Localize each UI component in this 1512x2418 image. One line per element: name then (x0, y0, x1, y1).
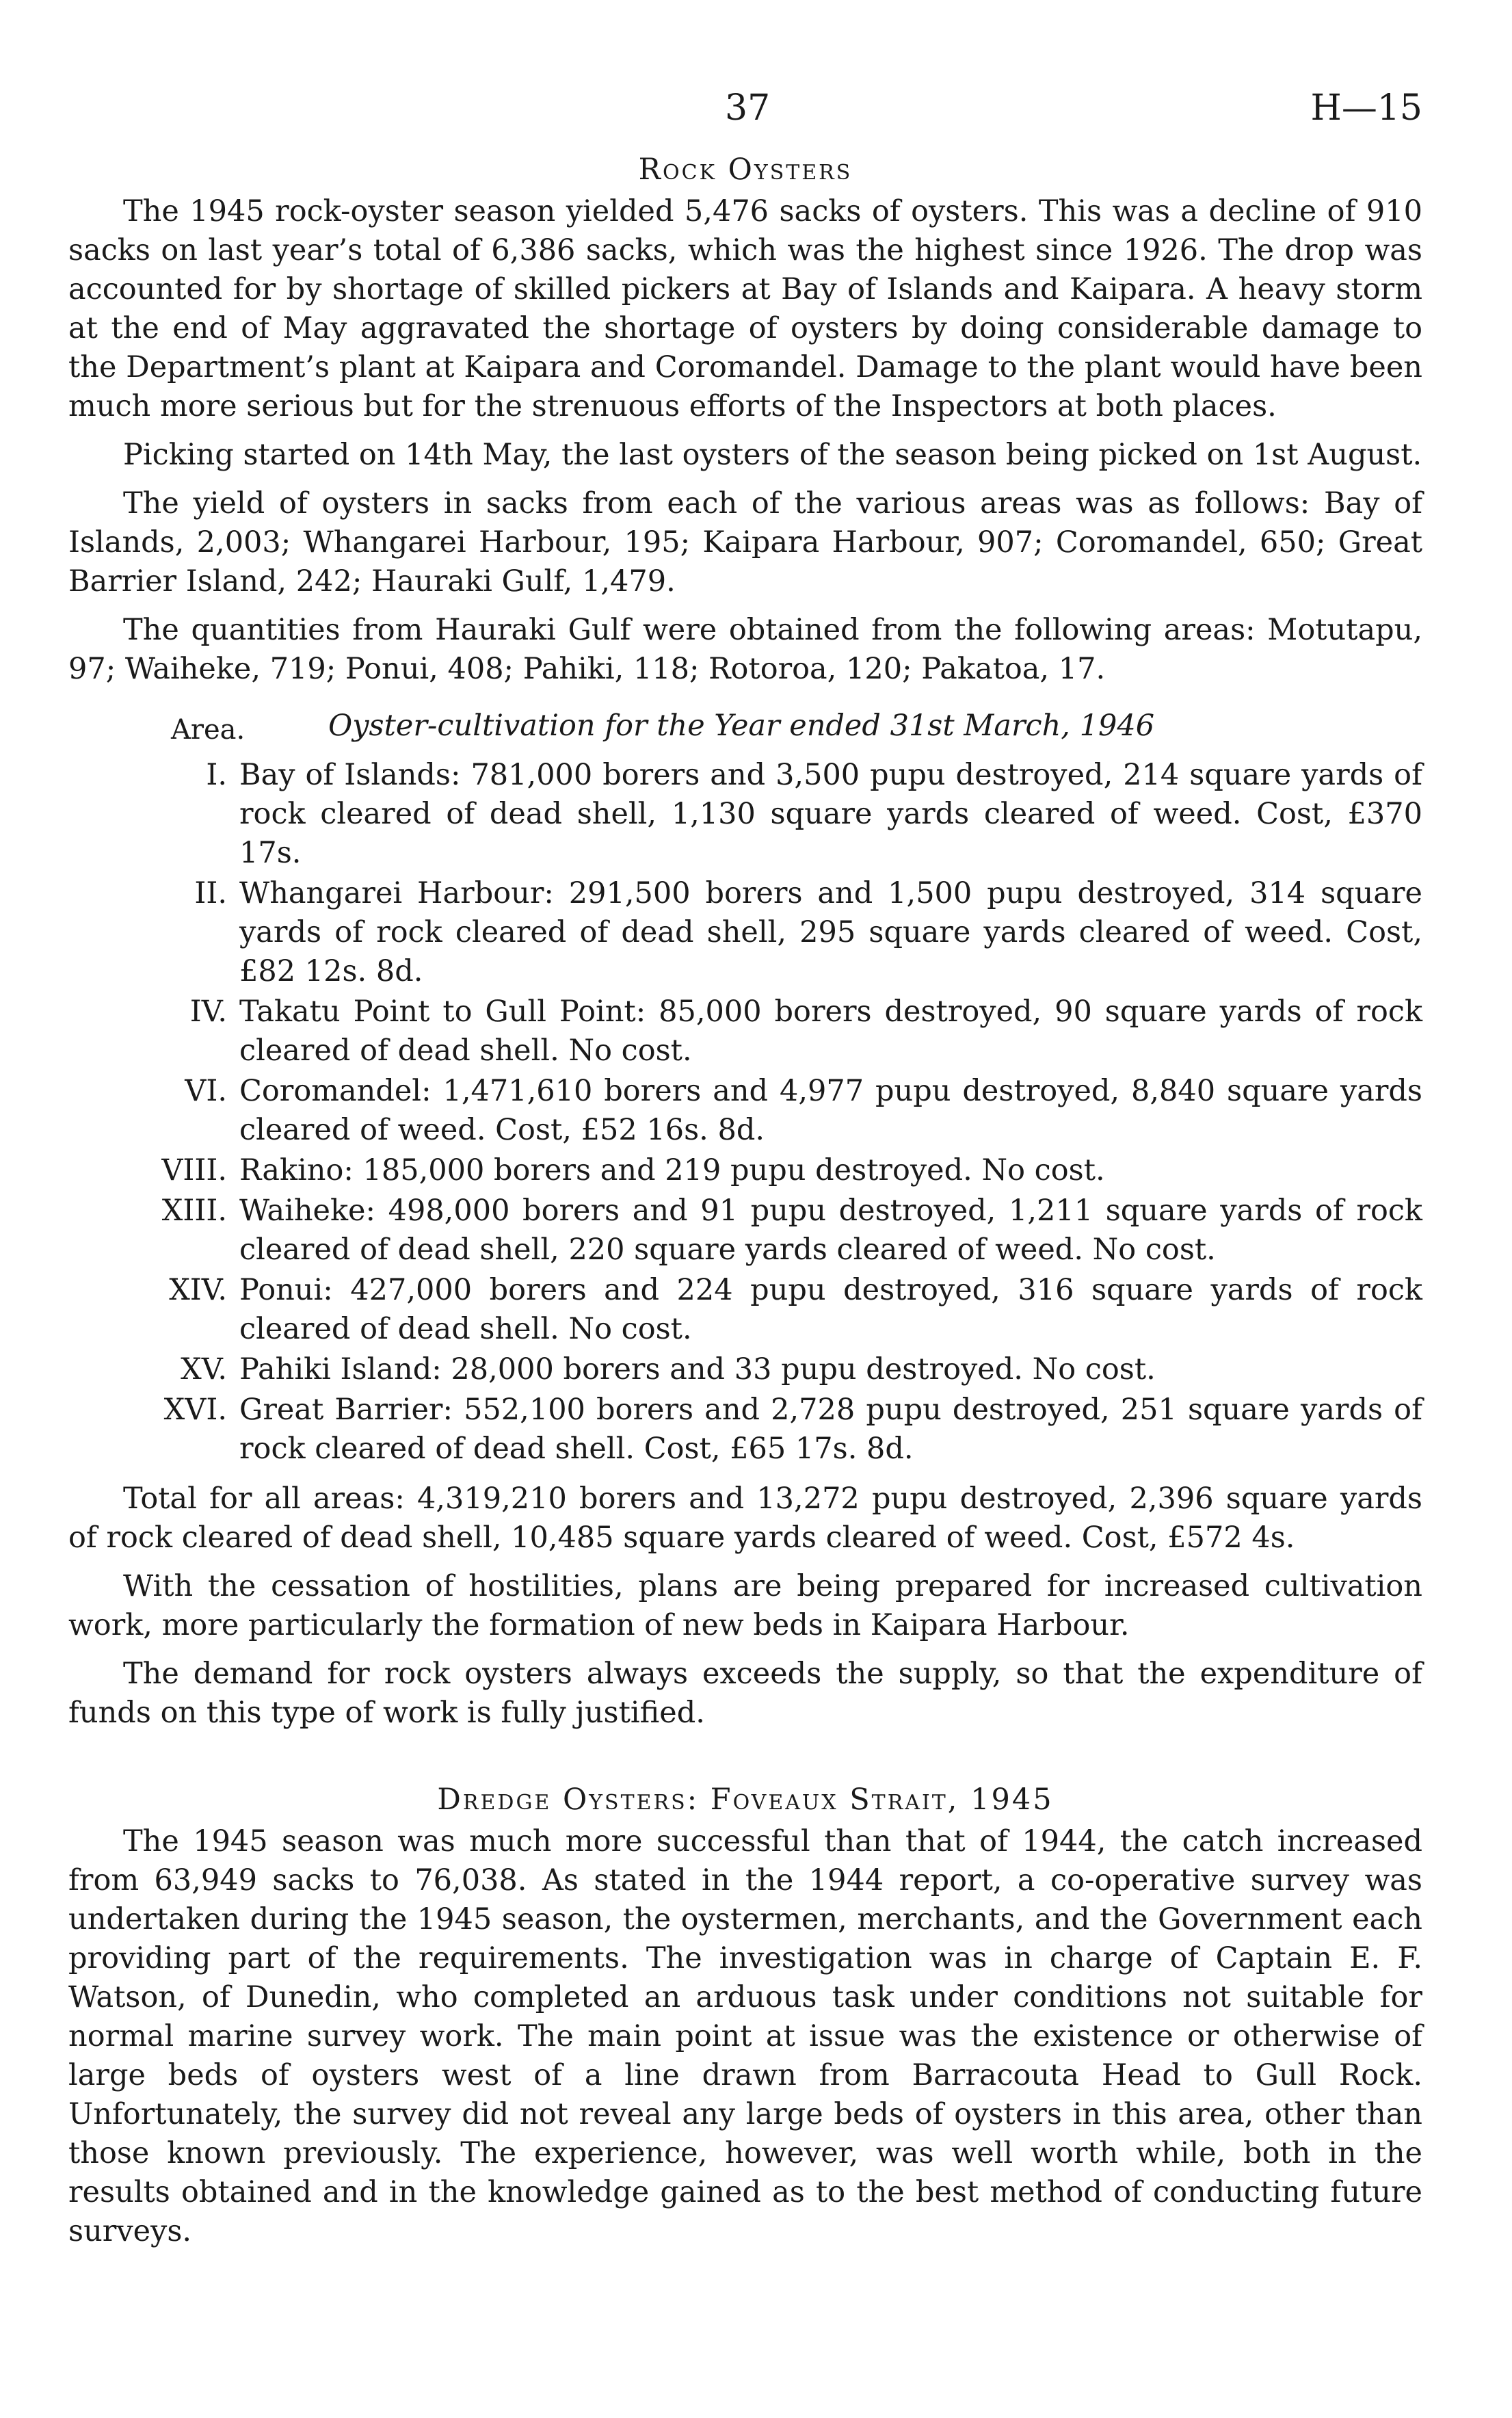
list-item (68, 1391, 1422, 1469)
item-text: Takatu Point to Gull Point: 85,000 borers destroyed, 90 square yards of rock cleared of dead shell. No cost. (239, 995, 1422, 1068)
area-numeral: VI. (185, 1074, 227, 1108)
area-column-label: Area. (171, 714, 246, 746)
paragraph: Total for all areas: 4,319,210 borers and 13,272 pupu destroyed, 2,396 square yards of rock cleared of dead shell, 10,485 square yards cleared of weed. Cost, £572 4s. (68, 1482, 1422, 1555)
paragraph: The yield of oysters in sacks from each of the various areas was as follows: Bay of Islands, 2,003; Whangarei Harbour, 195; Kaipara Harbour, 907; Coromandel, 650; Great Barrier Island, 242; Hauraki Gulf, 1,479. (68, 486, 1422, 599)
paragraph: The 1945 season was much more successful than that of 1944, the catch increased from 63,949 sacks to 76,038. As stated in the 1944 report, a co-operative survey was undertaken during the 1945 season, the oystermen, merchants, and the Government each providing part of the requirements. The investigation was in charge of Captain E. F. Watson, of Dunedin, who completed an arduous task under conditions not suitable for normal marine survey work. The main point at issue was the existence or otherwise of large beds of oysters west of a line drawn from Barracouta Head to Gull Rock. Unfortunately, the survey did not reveal any large beds of oysters in this area, other than those known previously. The experience, however, was well worth while, both in the results obtained and in the knowledge gained as to the best method of conducting future surveys. (68, 1824, 1422, 2248)
rock-oysters-section (68, 150, 1422, 689)
section-title-rock-oysters: Rock Oysters (638, 153, 853, 187)
cultivation-title: Oyster-cultivation for the Year ended 31st March, 1946 (328, 709, 1155, 743)
list-item (68, 1271, 1422, 1349)
list-item (68, 1192, 1422, 1270)
item-text: Ponui: 427,000 borers and 224 pupu destroyed, 316 square yards of rock cleared of dead shell. No cost. (239, 1273, 1422, 1346)
cultivation-heading (68, 707, 1422, 756)
area-numeral: I. (206, 758, 227, 792)
paragraph: With the cessation of hostilities, plans are being prepared for increased cultivation work, more particularly the formation of new beds in Kaipara Harbour. (68, 1569, 1422, 1642)
paragraph: The 1945 rock-oyster season yielded 5,476 sacks of oysters. This was a decline of 910 sacks on last year’s total of 6,386 sacks, which was the highest since 1926. The drop was accounted for by shortage of skilled pickers at Bay of Islands and Kaipara. A heavy storm at the end of May aggravated the shortage of oysters by doing considerable damage to the Department’s plant at Kaipara and Coromandel. Damage to the plant would have been much more serious but for the strenuous efforts of the Inspectors at both places. (68, 194, 1422, 423)
item-text: Pahiki Island: 28,000 borers and 33 pupu destroyed. No cost. (239, 1352, 1156, 1387)
item-text: Great Barrier: 552,100 borers and 2,728 pupu destroyed, 251 square yards of rock cleared of dead shell. Cost, £65 17s. 8d. (239, 1393, 1422, 1466)
dredge-oysters-section (68, 1780, 1422, 2251)
item-text: Waiheke: 498,000 borers and 91 pupu destroyed, 1,211 square yards of rock cleared of dead shell, 220 square yards cleared of weed. No cost. (239, 1194, 1422, 1267)
area-numeral: XIV. (169, 1273, 227, 1307)
area-numeral: XIII. (161, 1194, 227, 1228)
list-item (68, 993, 1422, 1070)
cultivation-list (68, 756, 1422, 1469)
list-item (68, 1072, 1422, 1150)
paragraph: The demand for rock oysters always exceeds the supply, so that the expenditure of funds on this type of work is fully justified. (68, 1657, 1422, 1730)
page-number: 37 (725, 88, 771, 129)
item-text: Whangarei Harbour: 291,500 borers and 1,500 pupu destroyed, 314 square yards of rock cleared of dead shell, 295 square yards cleared of weed. Cost, £82 12s. 8d. (239, 876, 1422, 988)
item-text: Bay of Islands: 781,000 borers and 3,500 pupu destroyed, 214 square yards of rock cleared of dead shell, 1,130 square yards cleared of weed. Cost, £370 17s. (239, 758, 1422, 870)
list-item (68, 1151, 1422, 1190)
list-item (68, 1350, 1422, 1389)
document-reference: H—15 (1310, 88, 1422, 129)
page-header (68, 89, 1422, 150)
paragraph: Picking started on 14th May, the last oysters of the season being picked on 1st August. (123, 438, 1422, 472)
section-title-dredge-oysters: Dredge Oysters: Foveaux Strait, 1945 (437, 1783, 1054, 1817)
area-numeral: XVI. (163, 1393, 227, 1427)
item-text: Rakino: 185,000 borers and 219 pupu destroyed. No cost. (239, 1153, 1105, 1187)
area-numeral: VIII. (161, 1153, 227, 1187)
area-numeral: IV. (189, 995, 227, 1029)
cultivation-section (68, 707, 1422, 1733)
area-numeral: II. (194, 876, 227, 910)
paragraph: The quantities from Hauraki Gulf were obtained from the following areas: Motutapu, 97; Waiheke, 719; Ponui, 408; Pahiki, 118; Rotoroa, 120; Pakatoa, 17. (68, 613, 1422, 686)
document-page (68, 89, 1422, 2261)
list-item (68, 756, 1422, 873)
list-item (68, 874, 1422, 991)
item-text: Coromandel: 1,471,610 borers and 4,977 pupu destroyed, 8,840 square yards cleared of weed. Cost, £52 16s. 8d. (239, 1074, 1422, 1147)
area-numeral: XV. (181, 1352, 227, 1387)
